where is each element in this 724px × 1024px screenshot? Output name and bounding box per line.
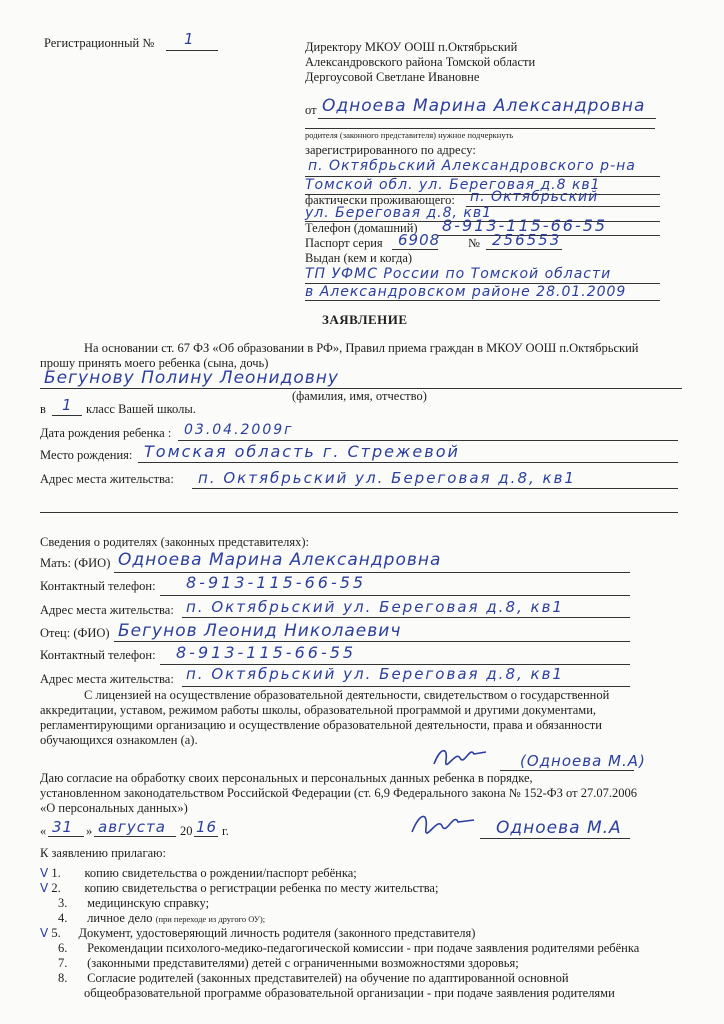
attachment-number: 4.: [58, 911, 68, 925]
check-mark-icon: V: [40, 926, 49, 940]
registered-label: зарегистрированного по адресу:: [305, 143, 476, 157]
mother-phone-label: Контактный телефон:: [40, 579, 156, 593]
from-caption-line: [305, 128, 655, 129]
passport-number-label: №: [468, 236, 480, 250]
consent-line-2: установленном законодательством Российской Федерации (ст. 6,9 Федерального закона № 152-ФЗ от 27.07.2006: [40, 786, 637, 800]
child-name-caption: (фамилия, имя, отчество): [292, 389, 427, 403]
attachment-text: медицинскую справку;: [87, 896, 210, 910]
attachment-item: [58, 941, 639, 956]
class-suffix: класс Вашей школы.: [86, 402, 196, 416]
addressee-line-2: Александровского района Томской области: [305, 55, 536, 69]
from-value: Одноева Марина Александровна: [322, 96, 646, 116]
passport-series-underline: [392, 249, 438, 250]
actual-value-1: п. Октябрьский: [470, 189, 599, 205]
registration-label: Регистрационный №: [44, 36, 155, 50]
father-address-label: Адрес места жительства:: [40, 672, 174, 686]
registered-value-2: Томской обл. ул. Береговая д.8 кв1: [305, 177, 601, 193]
attachment-item: [40, 926, 475, 941]
date-year-underline: [194, 836, 218, 837]
residence-extra-line: [40, 512, 678, 513]
dob-underline: [178, 440, 678, 441]
mother-address-underline: [182, 617, 630, 618]
license-signature: [430, 742, 490, 772]
consent-signature: [408, 808, 478, 840]
consent-signature-line: [480, 838, 630, 839]
dob-value: 03.04.2009г: [184, 422, 294, 438]
phone-value: 8-913-115-66-55: [442, 216, 608, 235]
intro-line-1: На основании ст. 67 ФЗ «Об образовании в РФ», Правил приема граждан в МКОУ ООШ п.Октябрьский: [84, 341, 639, 355]
attachment-text: общеобразовательной программе образовательной организации - при подаче заявления родителями: [84, 986, 615, 1000]
mother-address-value: п. Октябрьский ул. Береговая д.8, кв1: [186, 598, 564, 616]
class-prefix: в: [40, 402, 46, 416]
license-line-3: регламентирующими организацию и осуществление образовательной деятельности, права и обязанности: [40, 718, 602, 732]
parents-section-label: Сведения о родителях (законных представителях):: [40, 535, 310, 549]
mother-address-label: Адрес места жительства:: [40, 603, 174, 617]
attachment-text: копию свидетельства о регистрации ребенка по месту жительства;: [84, 881, 439, 895]
attachment-number: 8.: [58, 971, 68, 985]
class-value: 1: [62, 396, 73, 414]
attachment-item: [58, 896, 209, 911]
from-label: от: [305, 103, 317, 117]
attachment-number: 5.: [51, 926, 61, 940]
pob-value: Томская область г. Стрежевой: [144, 442, 460, 461]
father-phone-label: Контактный телефон:: [40, 648, 156, 662]
check-mark-icon: V: [40, 881, 49, 895]
passport-number: 256553: [492, 231, 562, 249]
date-open-quote: «: [40, 824, 47, 838]
attachment-item: [40, 866, 357, 881]
father-phone-value: 8-913-115-66-55: [176, 643, 357, 662]
mother-phone-underline: [160, 595, 630, 596]
attachment-text: Документ, удостоверяющий личность родителя (законного представителя): [78, 926, 476, 940]
addressee-line-3: Дергоусовой Светлане Ивановне: [305, 70, 480, 84]
passport-number-underline: [486, 249, 562, 250]
father-address-underline: [182, 686, 630, 687]
license-signature-name: (Одноева М.А): [520, 752, 646, 770]
attachment-text: Рекомендации психолого-медико-педагогической комиссии - при подаче заявления родителями ребёнка: [87, 941, 640, 955]
phone-label: Телефон (домашний): [305, 221, 418, 235]
license-line-1: С лицензией на осуществление образовательной деятельности, свидетельством о государственной: [84, 688, 610, 702]
attachment-note: (при переходе из другого ОУ);: [155, 914, 266, 924]
check-mark-icon: V: [40, 866, 49, 880]
attachments-label: К заявлению прилагаю:: [40, 846, 166, 860]
actual-underline-1: [466, 206, 660, 207]
date-month-underline: [94, 836, 176, 837]
issued-value-1: ТП УФМС России по Томской области: [305, 266, 612, 282]
intro-line-2: прошу принять моего ребенка (сына, дочь): [40, 356, 269, 370]
registered-value-1: п. Октябрьский Александровского р-на: [308, 158, 636, 174]
consent-line-1: Даю согласие на обработку своих персональных и персональных данных ребенка в порядке,: [40, 771, 533, 785]
issued-underline-2: [305, 300, 660, 301]
father-underline: [114, 641, 630, 642]
issued-label: Выдан (кем и когда): [305, 251, 413, 265]
date-day-underline: [48, 836, 84, 837]
attachment-text: личное дело: [87, 911, 153, 925]
actual-label: фактически проживающего:: [305, 193, 455, 207]
attachment-number: 1.: [51, 866, 61, 880]
passport-label: Паспорт серия: [305, 236, 383, 250]
license-line-4: обучающихся ознакомлен (а).: [40, 733, 198, 747]
attachment-item: [84, 986, 615, 1001]
father-value: Бегунов Леонид Николаевич: [118, 621, 402, 641]
date-suffix: г.: [222, 824, 229, 838]
date-year: 16: [196, 818, 218, 836]
attachment-text: копию свидетельства о рождении/паспорт ребёнка;: [84, 866, 357, 880]
from-underline: [318, 118, 656, 119]
child-name: Бегунову Полину Леонидовну: [44, 368, 339, 388]
license-line-2: аккредитации, уставом, режимом работы школы, образовательной программой и другими документами,: [40, 703, 597, 717]
mother-label: Мать: (ФИО): [40, 556, 111, 570]
attachment-text: (законными представителями) детей с ограниченными возможностями здоровья;: [87, 956, 519, 970]
dob-label: Дата рождения ребенка :: [40, 426, 172, 440]
registration-underline: [166, 50, 218, 51]
attachment-number: 3.: [58, 896, 68, 910]
attachment-item: [58, 956, 519, 971]
attachment-item: [58, 911, 265, 926]
class-underline: [52, 415, 82, 416]
actual-value-2: ул. Береговая д.8, кв1: [305, 205, 493, 221]
consent-line-3: «О персональных данных»): [40, 801, 188, 815]
residence-value: п. Октябрьский ул. Береговая д.8, кв1: [198, 469, 576, 487]
attachment-text: Согласие родителей (законных представителей) на обучение по адаптированной основной: [87, 971, 569, 985]
residence-label: Адрес места жительства:: [40, 472, 174, 486]
addressee-line-1: Директору МКОУ ООШ п.Октябрьский: [305, 40, 518, 54]
pob-underline: [138, 462, 678, 463]
passport-series: 6908: [398, 231, 441, 249]
mother-phone-value: 8-913-115-66-55: [186, 573, 367, 592]
attachment-number: 6.: [58, 941, 68, 955]
attachment-item: [40, 881, 438, 896]
document-title: ЗАЯВЛЕНИЕ: [322, 312, 408, 327]
father-label: Отец: (ФИО): [40, 626, 110, 640]
issued-value-2: в Александровском районе 28.01.2009: [305, 284, 627, 300]
date-year-prefix: 20: [180, 824, 193, 838]
attachment-number: 7.: [58, 956, 68, 970]
date-close-quote: »: [86, 824, 93, 838]
mother-value: Одноева Марина Александровна: [118, 550, 442, 570]
consent-signature-name: Одноева М.А: [496, 818, 622, 838]
attachment-number: 2.: [51, 881, 61, 895]
pob-label: Место рождения:: [40, 448, 133, 462]
date-day: 31: [52, 818, 74, 836]
registration-number: 1: [184, 30, 195, 48]
father-address-value: п. Октябрьский ул. Береговая д.8, кв1: [186, 665, 564, 683]
date-month: августа: [98, 818, 166, 836]
from-caption: родителя (законного представителя) нужное подчеркнуть: [305, 130, 514, 140]
residence-underline: [192, 488, 678, 489]
attachment-item: [58, 971, 569, 986]
